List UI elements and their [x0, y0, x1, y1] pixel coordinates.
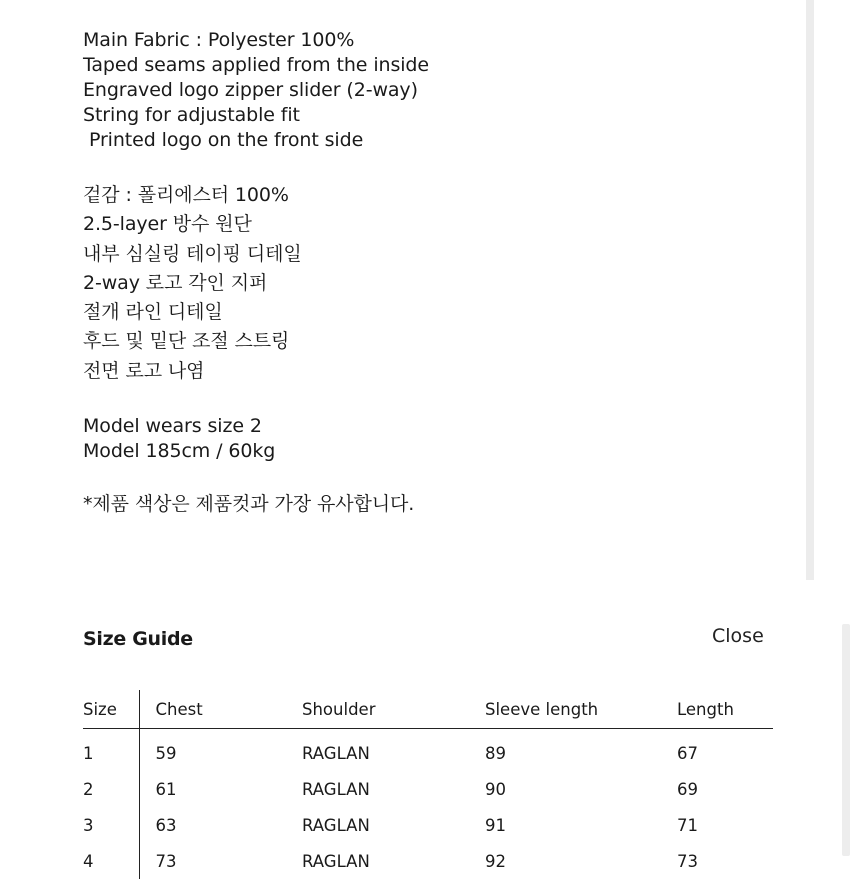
header-shoulder: Shoulder: [302, 690, 485, 729]
size-guide-scrollbar[interactable]: [842, 624, 850, 856]
spec-line: String for adjustable fit: [83, 104, 300, 126]
spec-line: 2.5-layer 방수 원단: [83, 213, 252, 236]
close-button[interactable]: Close: [712, 625, 764, 647]
table-header-row: [83, 690, 773, 729]
cell-chest: 73: [155, 851, 177, 871]
header-length: Length: [677, 690, 773, 729]
cell-length: 73: [677, 851, 698, 871]
cell-sleeve-length: 91: [485, 815, 506, 835]
spec-line: 겉감 : 폴리에스터 100%: [83, 184, 289, 206]
header-chest: Chest: [139, 690, 302, 729]
english-specs: [83, 28, 763, 153]
spec-line: Taped seams applied from the inside: [83, 54, 429, 76]
cell-chest: 63: [155, 815, 177, 835]
cell-shoulder: RAGLAN: [302, 743, 370, 763]
table-row: [83, 843, 773, 879]
description-scrollbar[interactable]: [806, 0, 814, 580]
cell-length: 69: [677, 779, 698, 799]
model-info: [83, 414, 763, 464]
spec-line: 2-way 로고 각인 지퍼: [83, 271, 268, 294]
table-row: [83, 807, 773, 843]
product-description: [83, 28, 763, 545]
spec-line: Main Fabric : Polyester 100%: [83, 29, 355, 51]
cell-size: 2: [83, 771, 139, 807]
cell-size: 3: [83, 807, 139, 843]
spec-line: 절개 라인 디테일: [83, 301, 223, 324]
cell-length: 67: [677, 743, 698, 763]
spec-line: 전면 로고 나염: [83, 359, 205, 382]
cell-size: 1: [83, 729, 139, 772]
header-size: Size: [83, 690, 139, 729]
table-row: [83, 729, 773, 772]
size-guide-title: Size Guide: [83, 628, 193, 650]
cell-size: 4: [83, 843, 139, 879]
spec-line: Printed logo on the front side: [83, 129, 364, 151]
cell-sleeve-length: 89: [485, 743, 506, 763]
spec-line: Engraved logo zipper slider (2-way): [83, 79, 418, 101]
header-sleeve-length: Sleeve length: [485, 690, 677, 729]
cell-length: 71: [677, 815, 698, 835]
color-note-text: *제품 색상은 제품컷과 가장 유사합니다.: [83, 493, 415, 516]
table-row: [83, 771, 773, 807]
size-guide-table: [83, 690, 773, 879]
korean-specs: [83, 181, 763, 386]
spec-line: 내부 심실링 테이핑 디테일: [83, 242, 302, 265]
cell-shoulder: RAGLAN: [302, 779, 370, 799]
cell-chest: 59: [155, 743, 177, 763]
color-note: [83, 492, 763, 517]
cell-shoulder: RAGLAN: [302, 815, 370, 835]
cell-sleeve-length: 92: [485, 851, 506, 871]
spec-line: 후드 및 밑단 조절 스트링: [83, 330, 290, 353]
cell-sleeve-length: 90: [485, 779, 506, 799]
cell-shoulder: RAGLAN: [302, 851, 370, 871]
cell-chest: 61: [155, 779, 177, 799]
model-measure-line: Model 185cm / 60kg: [83, 440, 276, 463]
model-size-line: Model wears size 2: [83, 415, 262, 438]
